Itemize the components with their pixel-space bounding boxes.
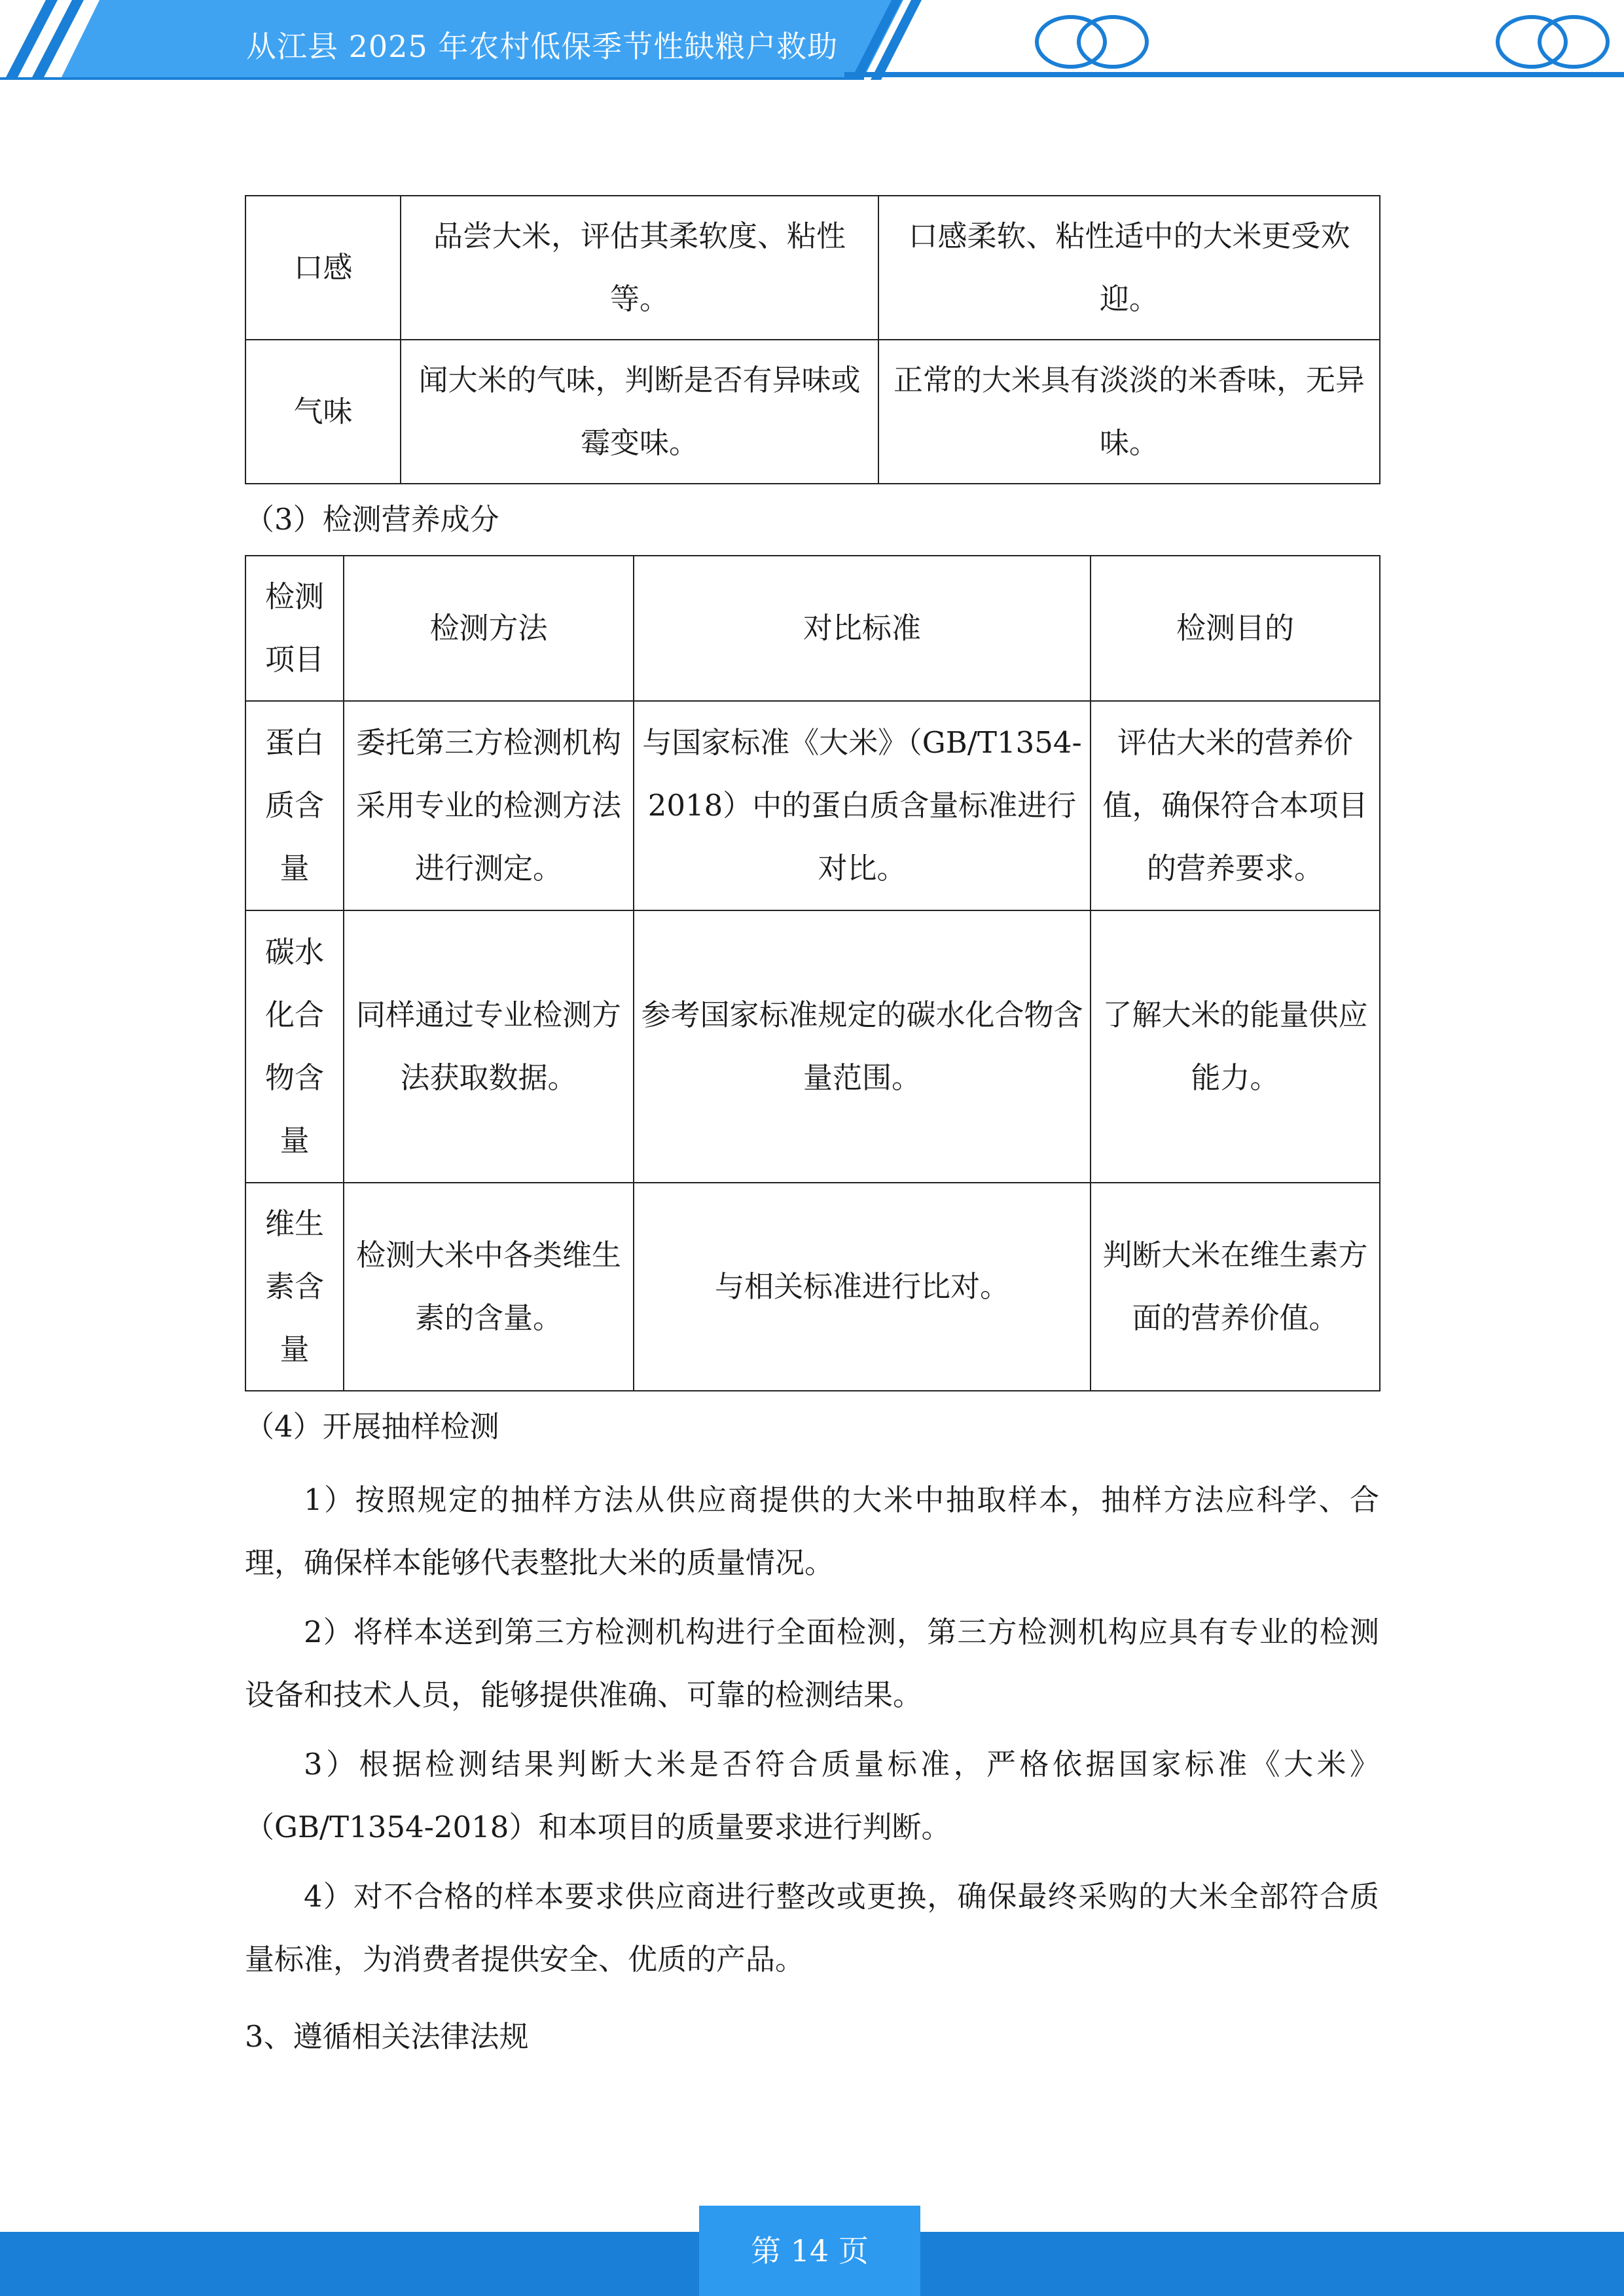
table-cell-item: 口感 — [245, 196, 401, 340]
header-rule-left — [0, 77, 864, 80]
table-header-cell: 对比标准 — [634, 556, 1091, 701]
table-cell-method: 委托第三方检测机构采用专业的检测方法进行测定。 — [344, 701, 634, 910]
paragraph: 1）按照规定的抽样方法从供应商提供的大米中抽取样本，抽样方法应科学、合理，确保样本能够代表整批大米的质量情况。 — [245, 1482, 1379, 1580]
table-cell-purpose: 了解大米的能量供应能力。 — [1091, 910, 1380, 1183]
table-cell-method: 检测大米中各类维生素的含量。 — [344, 1183, 634, 1391]
table-cell-method: 同样通过专业检测方法获取数据。 — [344, 910, 634, 1183]
table-cell-standard: 口感柔软、粘性适中的大米更受欢迎。 — [878, 196, 1380, 340]
table-cell-purpose: 判断大米在维生素方面的营养价值。 — [1091, 1183, 1380, 1391]
header-title: 从江县 2025 年农村低保季节性缺粮户救助 — [246, 29, 839, 64]
table-cell-standard: 正常的大米具有淡淡的米香味，无异味。 — [878, 340, 1380, 484]
table-header-cell: 检测项目 — [245, 556, 344, 701]
table-cell-item: 蛋白质含量 — [245, 701, 344, 910]
table-cell-item: 气味 — [245, 340, 401, 484]
table-cell-item: 维生素含量 — [245, 1183, 344, 1391]
table-cell-method: 品尝大米，评估其柔软度、粘性等。 — [401, 196, 878, 340]
rings-logo-right — [1498, 17, 1608, 67]
table-cell-method: 闻大米的气味，判断是否有异味或霉变味。 — [401, 340, 878, 484]
paragraph: 3）根据检测结果判断大米是否符合质量标准，严格依据国家标准《大米》（GB/T1354-2018）和本项目的质量要求进行判断。 — [245, 1747, 1379, 1844]
table-cell-purpose: 评估大米的营养价值，确保符合本项目的营养要求。 — [1091, 701, 1380, 910]
table-cell-item: 碳水化合物含量 — [245, 910, 344, 1183]
table-cell-standard: 与相关标准进行比对。 — [634, 1183, 1091, 1391]
section-caption: （3）检测营养成分 — [245, 502, 499, 537]
paragraph: 4）对不合格的样本要求供应商进行整改或更换，确保最终采购的大米全部符合质量标准，为消费者提供安全、优质的产品。 — [245, 1879, 1379, 1977]
page-number: 第 14 页 — [699, 2206, 920, 2296]
nutrition-table — [245, 555, 1380, 1391]
page-header — [0, 0, 1624, 85]
sensory-table — [245, 195, 1380, 484]
table-row — [245, 701, 1380, 910]
header-rule — [844, 72, 1624, 77]
page-content — [245, 195, 1379, 2072]
header-stripe-1 — [5, 0, 58, 79]
table-header-row — [245, 556, 1380, 701]
table-row — [245, 910, 1380, 1183]
table-header-cell: 检测方法 — [344, 556, 634, 701]
table-cell-standard: 与国家标准《大米》（GB/T1354-2018）中的蛋白质含量标准进行对比。 — [634, 701, 1091, 910]
paragraph: 2）将样本送到第三方检测机构进行全面检测，第三方检测机构应具有专业的检测设备和技术人员，能够提供准确、可靠的检测结果。 — [245, 1615, 1379, 1712]
table-row — [245, 340, 1380, 484]
section-heading: 3、遵循相关法律法规 — [245, 2019, 529, 2054]
rings-logo-left — [1037, 17, 1147, 67]
table-row — [245, 1183, 1380, 1391]
section-caption: （4）开展抽样检测 — [245, 1409, 499, 1444]
table-header-cell: 检测目的 — [1091, 556, 1380, 701]
table-cell-standard: 参考国家标准规定的碳水化合物含量范围。 — [634, 910, 1091, 1183]
table-row — [245, 196, 1380, 340]
